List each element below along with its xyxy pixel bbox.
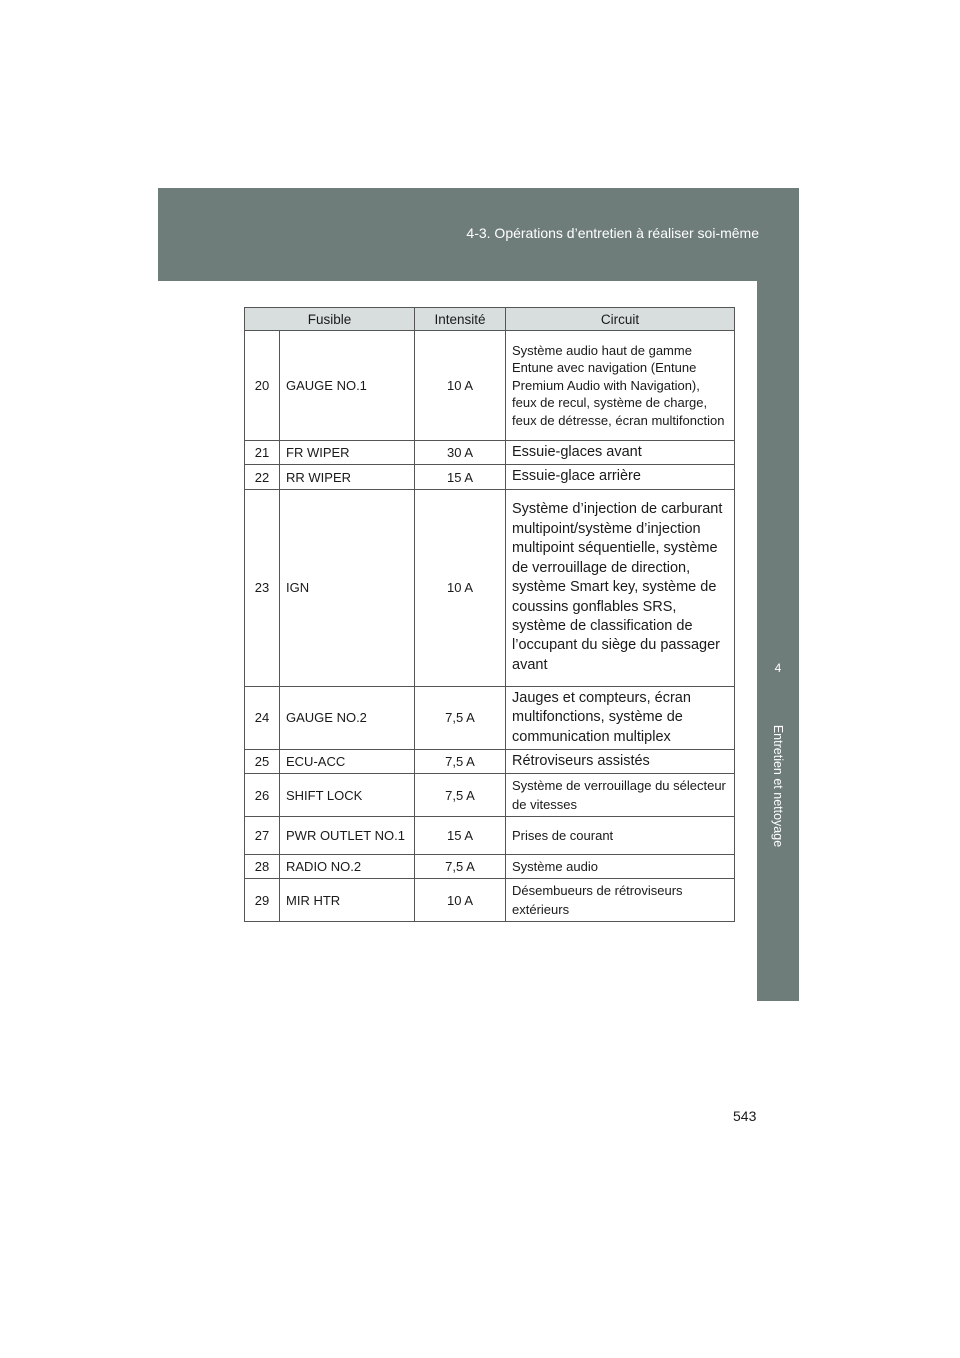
fuse-name: GAUGE NO.2 [280,686,415,749]
fuse-name: FR WIPER [280,441,415,465]
fuse-circuit: Essuie-glace arrière [506,465,735,489]
fuse-circuit: Système audio haut de gamme Entune avec navigation (Entune Premium Audio with Navigation), feux de recul, système de charge, feux de détresse, écran multifonction [506,331,735,441]
chapter-number: 4 [774,661,782,675]
fuse-circuit: Jauges et compteurs, écran multifonctions, système de communication multiplex [506,686,735,749]
table-row [245,441,735,465]
fuse-number: 21 [245,441,280,465]
fuse-number: 26 [245,774,280,817]
table-row [245,855,735,879]
fuse-table [244,307,735,922]
fuse-name: IGN [280,489,415,686]
fuse-name: RR WIPER [280,465,415,489]
fuse-name: SHIFT LOCK [280,774,415,817]
section-title: 4-3. Opérations d’entretien à réaliser soi-même [466,225,759,241]
fuse-name: MIR HTR [280,879,415,922]
fuse-amperage: 7,5 A [415,774,506,817]
table-row [245,331,735,441]
section-header [158,188,799,281]
table-row [245,750,735,774]
fuse-circuit: Système d’injection de carburant multipoint/système d’injection multipoint séquentielle, système de verrouillage de direction, système Smart key, système de coussins gonflables SRS, système de classification de l’occupant du siège du passager avant [506,489,735,686]
fuse-number: 20 [245,331,280,441]
fuse-name: RADIO NO.2 [280,855,415,879]
fuse-name: ECU-ACC [280,750,415,774]
chapter-side-tab [757,281,799,1001]
fuse-amperage: 7,5 A [415,686,506,749]
chapter-title: Entretien et nettoyage [771,724,785,848]
fuse-circuit: Prises de courant [506,817,735,855]
table-row [245,817,735,855]
fuse-number: 22 [245,465,280,489]
fuse-amperage: 15 A [415,465,506,489]
fuse-amperage: 7,5 A [415,855,506,879]
chapter-title-wrap [757,711,799,861]
fuse-name: PWR OUTLET NO.1 [280,817,415,855]
fuse-circuit: Système de verrouillage du sélecteur de vitesses [506,774,735,817]
page-number: 543 [733,1108,757,1124]
fuse-number: 27 [245,817,280,855]
table-row [245,489,735,686]
column-header-fuse: Fusible [245,308,415,331]
fuse-number: 24 [245,686,280,749]
fuse-amperage: 10 A [415,879,506,922]
table-row [245,774,735,817]
table-row [245,686,735,749]
table-row [245,465,735,489]
fuse-circuit: Système audio [506,855,735,879]
table-row [245,879,735,922]
fuse-amperage: 30 A [415,441,506,465]
fuse-number: 28 [245,855,280,879]
fuse-number: 25 [245,750,280,774]
fuse-name: GAUGE NO.1 [280,331,415,441]
fuse-amperage: 15 A [415,817,506,855]
fuse-amperage: 7,5 A [415,750,506,774]
fuse-circuit: Rétroviseurs assistés [506,750,735,774]
fuse-circuit: Essuie-glaces avant [506,441,735,465]
column-header-amperage: Intensité [415,308,506,331]
fuse-amperage: 10 A [415,489,506,686]
fuse-number: 23 [245,489,280,686]
fuse-amperage: 10 A [415,331,506,441]
fuse-number: 29 [245,879,280,922]
table-header-row [245,308,735,331]
fuse-circuit: Désembueurs de rétroviseurs extérieurs [506,879,735,922]
column-header-circuit: Circuit [506,308,735,331]
